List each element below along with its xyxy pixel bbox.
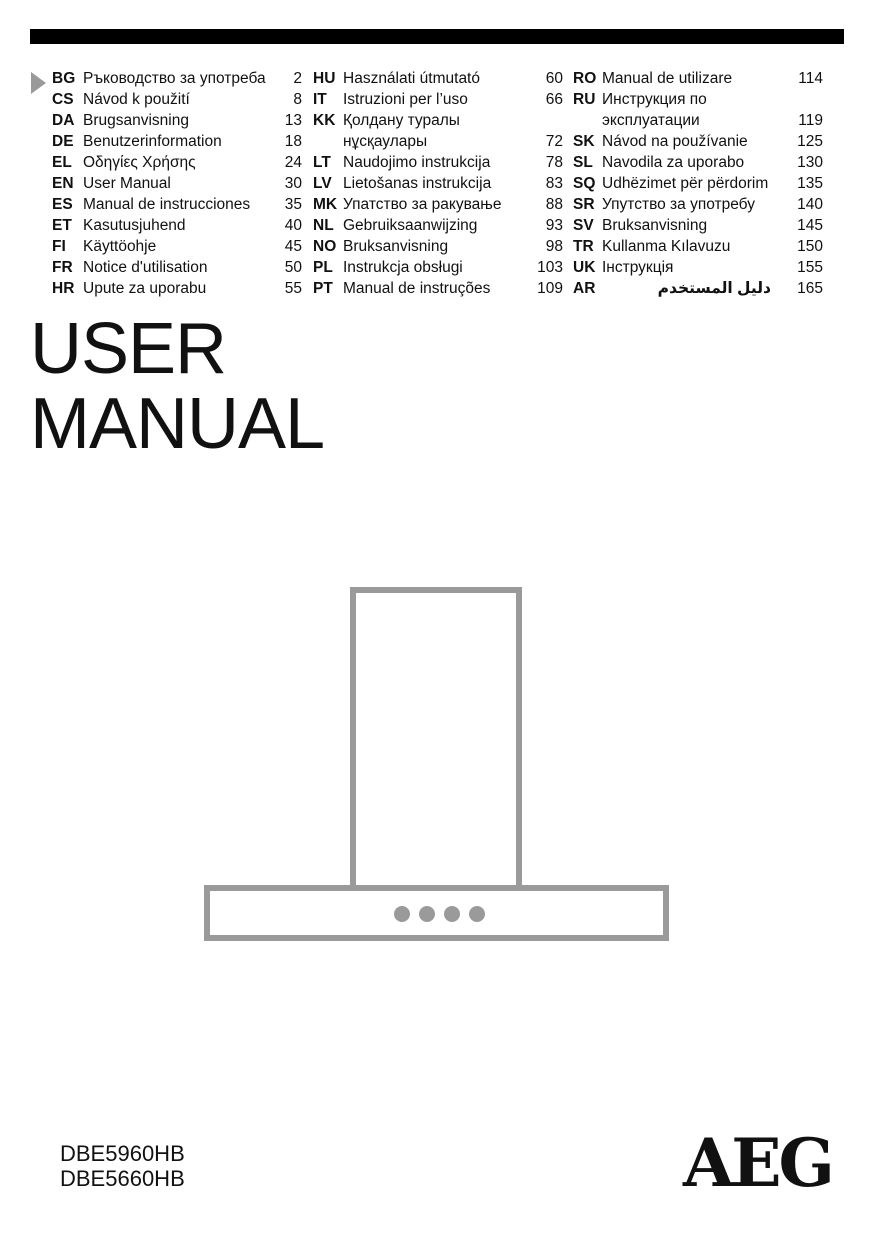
- language-page-number: 88: [545, 196, 563, 213]
- language-manual-title: Kasutusjuhend: [83, 217, 186, 234]
- title-line-2: MANUAL: [30, 384, 325, 464]
- language-row: [313, 152, 563, 173]
- language-code: EN: [52, 175, 74, 192]
- language-row: [573, 131, 823, 152]
- language-code: UK: [573, 259, 596, 276]
- language-manual-title: Инструкция по: [602, 91, 707, 108]
- language-page-number: 93: [545, 217, 563, 234]
- language-page-number: 140: [797, 196, 823, 213]
- language-code: EL: [52, 154, 72, 171]
- language-manual-title: Інструкція: [602, 259, 674, 276]
- language-manual-title: Kullanma Kılavuzu: [602, 238, 731, 255]
- language-page-number: 35: [284, 196, 302, 213]
- language-row: [313, 68, 563, 89]
- language-page-number: 30: [284, 175, 302, 192]
- language-code: ES: [52, 196, 73, 213]
- language-row: [52, 131, 302, 152]
- language-row: [52, 110, 302, 131]
- language-row: [573, 68, 823, 89]
- language-row: [52, 68, 302, 89]
- language-manual-title: Қолдану туралы: [343, 112, 460, 129]
- language-manual-title: Lietošanas instrukcija: [343, 175, 492, 192]
- language-row: [313, 173, 563, 194]
- language-code: HR: [52, 280, 75, 297]
- language-manual-title: нұсқаулары: [343, 133, 428, 150]
- language-page-number: 45: [284, 238, 302, 255]
- language-page-number: 83: [545, 175, 563, 192]
- language-page-number: 24: [284, 154, 302, 171]
- language-code: LV: [313, 175, 332, 192]
- model-number-2: DBE5660HB: [60, 1166, 185, 1191]
- language-page-number: 155: [797, 259, 823, 276]
- language-row: [52, 215, 302, 236]
- language-page-number: 98: [545, 238, 563, 255]
- hood-light-dot: [444, 906, 460, 922]
- language-manual-title: Brugsanvisning: [83, 112, 189, 129]
- language-row: [573, 257, 823, 278]
- language-page-number: 119: [798, 112, 823, 129]
- language-page-number: 72: [545, 133, 563, 150]
- language-page-number: 50: [284, 259, 302, 276]
- language-page-number: 103: [537, 259, 563, 276]
- language-code: SK: [573, 133, 595, 150]
- language-manual-title: Gebruiksaanwijzing: [343, 217, 478, 234]
- language-code: RO: [573, 70, 597, 87]
- hood-chimney: [353, 590, 519, 888]
- language-page-number: 135: [797, 175, 823, 192]
- language-manual-title: Udhëzimet për përdorim: [602, 175, 769, 192]
- language-row: [313, 278, 563, 299]
- hood-light-dot: [419, 906, 435, 922]
- language-manual-title: Návod k použití: [83, 91, 190, 108]
- language-page-number: 150: [797, 238, 823, 255]
- language-page-number: 55: [284, 280, 302, 297]
- language-manual-title: دليل المستخدم: [657, 280, 771, 297]
- language-row: [52, 278, 302, 299]
- hood-light-dot: [394, 906, 410, 922]
- language-manual-title: Návod na používanie: [602, 133, 748, 150]
- language-code: KK: [313, 112, 336, 129]
- language-row: [313, 131, 563, 152]
- language-code: DA: [52, 112, 75, 129]
- language-row: [313, 110, 563, 131]
- language-code: BG: [52, 70, 76, 87]
- model-number-1: DBE5960HB: [60, 1141, 185, 1166]
- language-row: [313, 194, 563, 215]
- language-code: PT: [313, 280, 333, 297]
- language-manual-title: Упутство за употребу: [602, 196, 755, 213]
- language-code: SR: [573, 196, 595, 213]
- current-language-pointer-icon: [31, 72, 46, 94]
- language-row: [573, 194, 823, 215]
- language-code: AR: [573, 280, 596, 297]
- language-code: CS: [52, 91, 74, 108]
- language-manual-title: Упатство за ракување: [343, 196, 502, 213]
- language-page-number: 40: [284, 217, 302, 234]
- language-manual-title: Käyttöohje: [83, 238, 157, 255]
- language-page-number: 78: [545, 154, 563, 171]
- language-column-2: [313, 68, 563, 299]
- language-row: [52, 89, 302, 110]
- language-row: [313, 215, 563, 236]
- language-manual-title: Bruksanvisning: [602, 217, 708, 234]
- language-row: [573, 152, 823, 173]
- language-code: SL: [573, 154, 593, 171]
- language-manual-title: Manual de instruções: [343, 280, 491, 297]
- language-row: [573, 173, 823, 194]
- language-manual-title: Használati útmutató: [343, 70, 480, 87]
- language-row: [573, 236, 823, 257]
- language-row: [313, 89, 563, 110]
- language-manual-title: Bruksanvisning: [343, 238, 449, 255]
- language-code: LT: [313, 154, 331, 171]
- language-code: ET: [52, 217, 72, 234]
- language-manual-title: Οδηγίες Χρήσης: [83, 154, 196, 171]
- language-manual-title: User Manual: [83, 175, 171, 192]
- language-page-number: 66: [545, 91, 563, 108]
- language-row: [573, 278, 823, 299]
- hood-canopy: [207, 888, 666, 938]
- language-code: MK: [313, 196, 338, 213]
- language-column-3: [573, 68, 823, 299]
- language-manual-title: Manual de utilizare: [602, 70, 733, 87]
- brand-logo: AEG: [683, 1124, 832, 1202]
- language-manual-title: эксплуатации: [602, 112, 700, 129]
- language-page-number: 130: [797, 154, 823, 171]
- language-manual-title: Upute za uporabu: [83, 280, 207, 297]
- language-code: TR: [573, 238, 594, 255]
- language-code: FI: [52, 238, 66, 255]
- language-column-1: [52, 68, 302, 299]
- language-row: [52, 194, 302, 215]
- language-row: [52, 257, 302, 278]
- language-row: [52, 236, 302, 257]
- language-code: NO: [313, 238, 337, 255]
- language-row: [573, 215, 823, 236]
- language-page-number: 2: [293, 70, 302, 87]
- language-code: RU: [573, 91, 596, 108]
- language-code: PL: [313, 259, 333, 276]
- language-manual-title: Manual de instrucciones: [83, 196, 251, 213]
- language-row: [313, 236, 563, 257]
- top-bar: [30, 29, 844, 44]
- language-manual-title: Benutzerinformation: [83, 133, 222, 150]
- language-code: DE: [52, 133, 74, 150]
- language-manual-title: Navodila za uporabo: [602, 154, 745, 171]
- language-row: [573, 110, 823, 131]
- language-code: HU: [313, 70, 336, 87]
- title-line-1: USER: [30, 309, 227, 389]
- language-row: [52, 152, 302, 173]
- language-manual-title: Notice d'utilisation: [83, 259, 208, 276]
- language-page-number: 125: [797, 133, 823, 150]
- language-code: NL: [313, 217, 334, 234]
- language-page-number: 18: [284, 133, 302, 150]
- language-row: [573, 89, 823, 110]
- language-code: SQ: [573, 175, 596, 192]
- language-row: [52, 173, 302, 194]
- language-code: SV: [573, 217, 594, 234]
- hood-light-dot: [469, 906, 485, 922]
- language-manual-title: Instrukcja obsługi: [343, 259, 463, 276]
- language-manual-title: Istruzioni per l’uso: [343, 91, 468, 108]
- language-page-number: 114: [798, 70, 823, 87]
- language-page-number: 60: [545, 70, 563, 87]
- language-page-number: 165: [797, 280, 823, 297]
- language-manual-title: Ръководство за употреба: [83, 70, 266, 87]
- language-page-number: 145: [797, 217, 823, 234]
- language-code: FR: [52, 259, 73, 276]
- language-manual-title: Naudojimo instrukcija: [343, 154, 491, 171]
- language-page-number: 8: [293, 91, 302, 108]
- cooker-hood-illustration: [200, 580, 674, 946]
- language-row: [313, 257, 563, 278]
- language-page-number: 13: [284, 112, 302, 129]
- language-code: IT: [313, 91, 327, 108]
- language-page-number: 109: [537, 280, 563, 297]
